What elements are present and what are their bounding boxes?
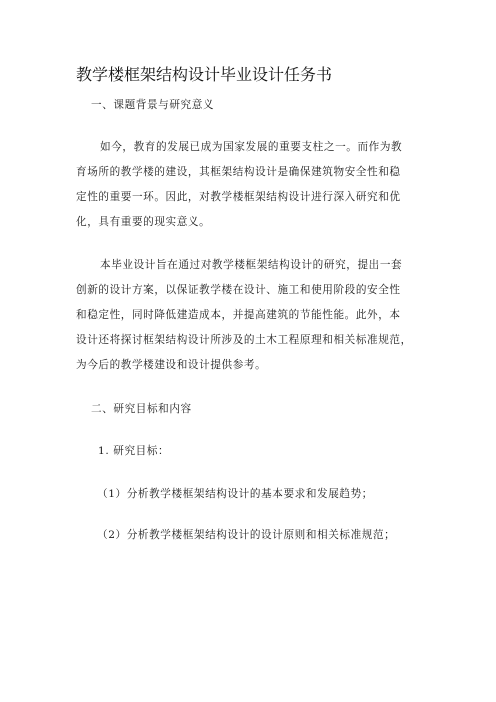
paragraph-line: 如今，教育的发展已成为国家发展的重要支柱之一。而作为教 <box>100 141 403 153</box>
paragraph-line: 为今后的教学楼建设和设计提供参考。 <box>76 359 267 371</box>
paragraph-line: 本毕业设计旨在通过对教学楼框架结构设计的研究，提出一套 <box>100 259 403 271</box>
goal-item: （2）分析教学楼框架结构设计的设计原则和相关标准规范； <box>97 529 396 541</box>
paragraph-line: 定性的重要一环。因此，对教学楼框架结构设计进行深入研究和优 <box>76 191 401 203</box>
paragraph-line: 化，具有重要的现实意义。 <box>76 216 211 228</box>
paragraph-line: 设计还将探讨框架结构设计所涉及的土木工程原理和相关标准规范， <box>76 334 412 346</box>
paragraph-line: 创新的设计方案，以保证教学楼在设计、施工和使用阶段的安全性 <box>76 284 401 296</box>
goal-item: （1）分析教学楼框架结构设计的基本要求和发展趋势； <box>97 488 373 500</box>
section-heading: 二、研究目标和内容 <box>91 403 192 415</box>
subheading: 1. 研究目标： <box>98 445 170 457</box>
section-heading: 一、课题背景与研究意义 <box>91 99 215 111</box>
paragraph-line: 和稳定性，同时降低建造成本，并提高建筑的节能性能。此外，本 <box>76 309 401 321</box>
document-title: 教学楼框架结构设计毕业设计任务书 <box>76 65 333 84</box>
paragraph-line: 育场所的教学楼的建设，其框架结构设计是确保建筑物安全性和稳 <box>76 166 401 178</box>
